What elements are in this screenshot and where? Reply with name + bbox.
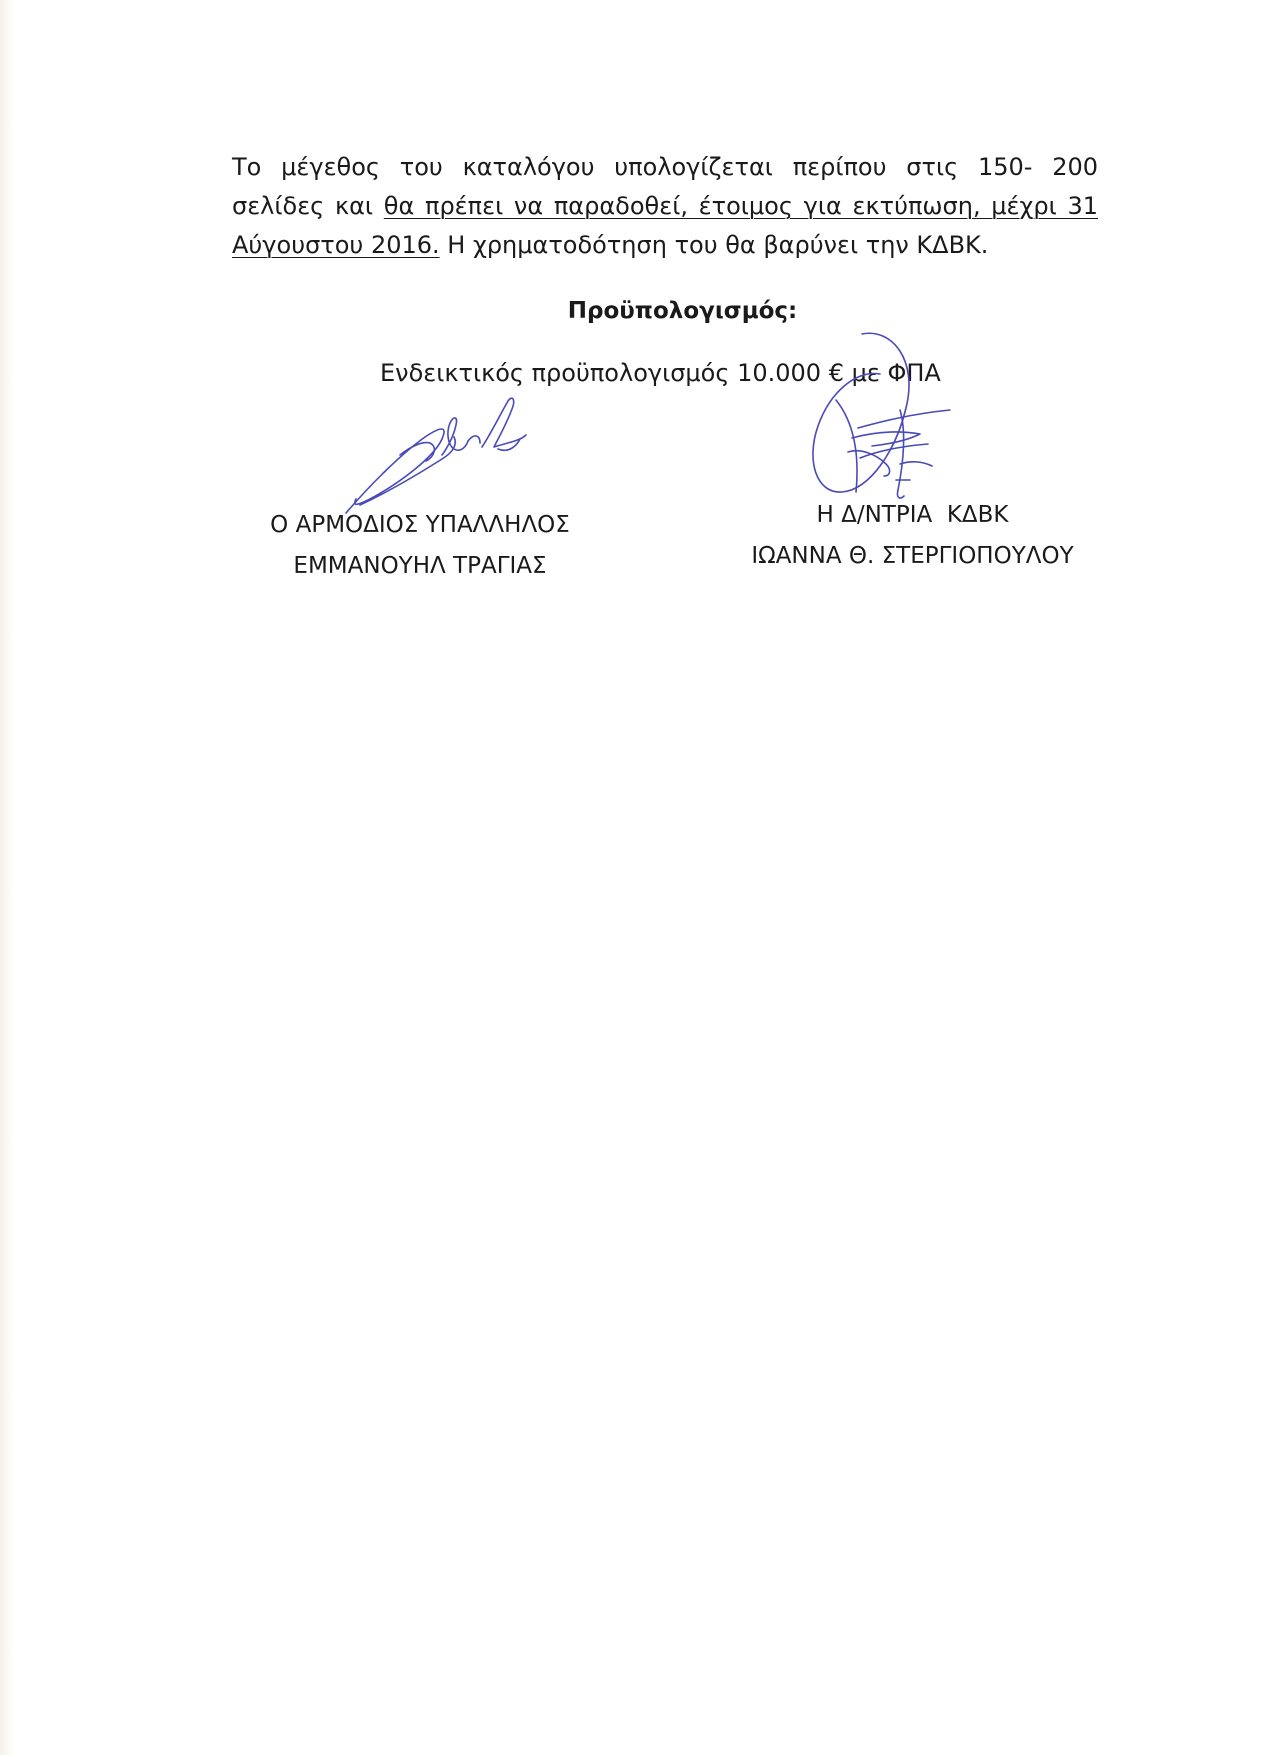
left-signatory-role: Ο ΑΡΜΟΔΙΟΣ ΥΠΑΛΛΗΛΟΣ [270,512,570,538]
paragraph-text-start: Το μέγεθος του καταλόγου υπολογίζεται περίπου στις 150- 200 σελίδες και [232,153,1098,220]
left-signatory-name: ΕΜΜΑΝΟΥΗΛ ΤΡΑΓΙΑΣ [293,553,547,579]
right-signature [800,330,970,505]
right-signatory-name: ΙΩΑΝΝΑ Θ. ΣΤΕΡΓΙΟΠΟΥΛΟΥ [751,543,1074,569]
right-signatory [720,495,1105,577]
budget-heading: Προϋπολογισμός: [567,298,798,324]
left-signatory [250,505,590,587]
right-signatory-role: Η Δ/ΝΤΡΙΑ ΚΔΒΚ [816,502,1009,528]
scan-edge [0,0,14,1755]
budget-line: Ενδεικτικός προϋπολογισμός 10.000 € με ΦΠΑ [380,359,941,387]
paragraph-deadline-underlined: θα πρέπει να παραδοθεί, έτοιμος για εκτύπωση, μέχρι 31 Αύγουστου 2016. [232,192,1099,259]
paragraph-text-end: Η χρηματοδότηση του θα βαρύνει την ΚΔΒΚ. [439,231,989,259]
body-paragraph [232,148,1098,265]
